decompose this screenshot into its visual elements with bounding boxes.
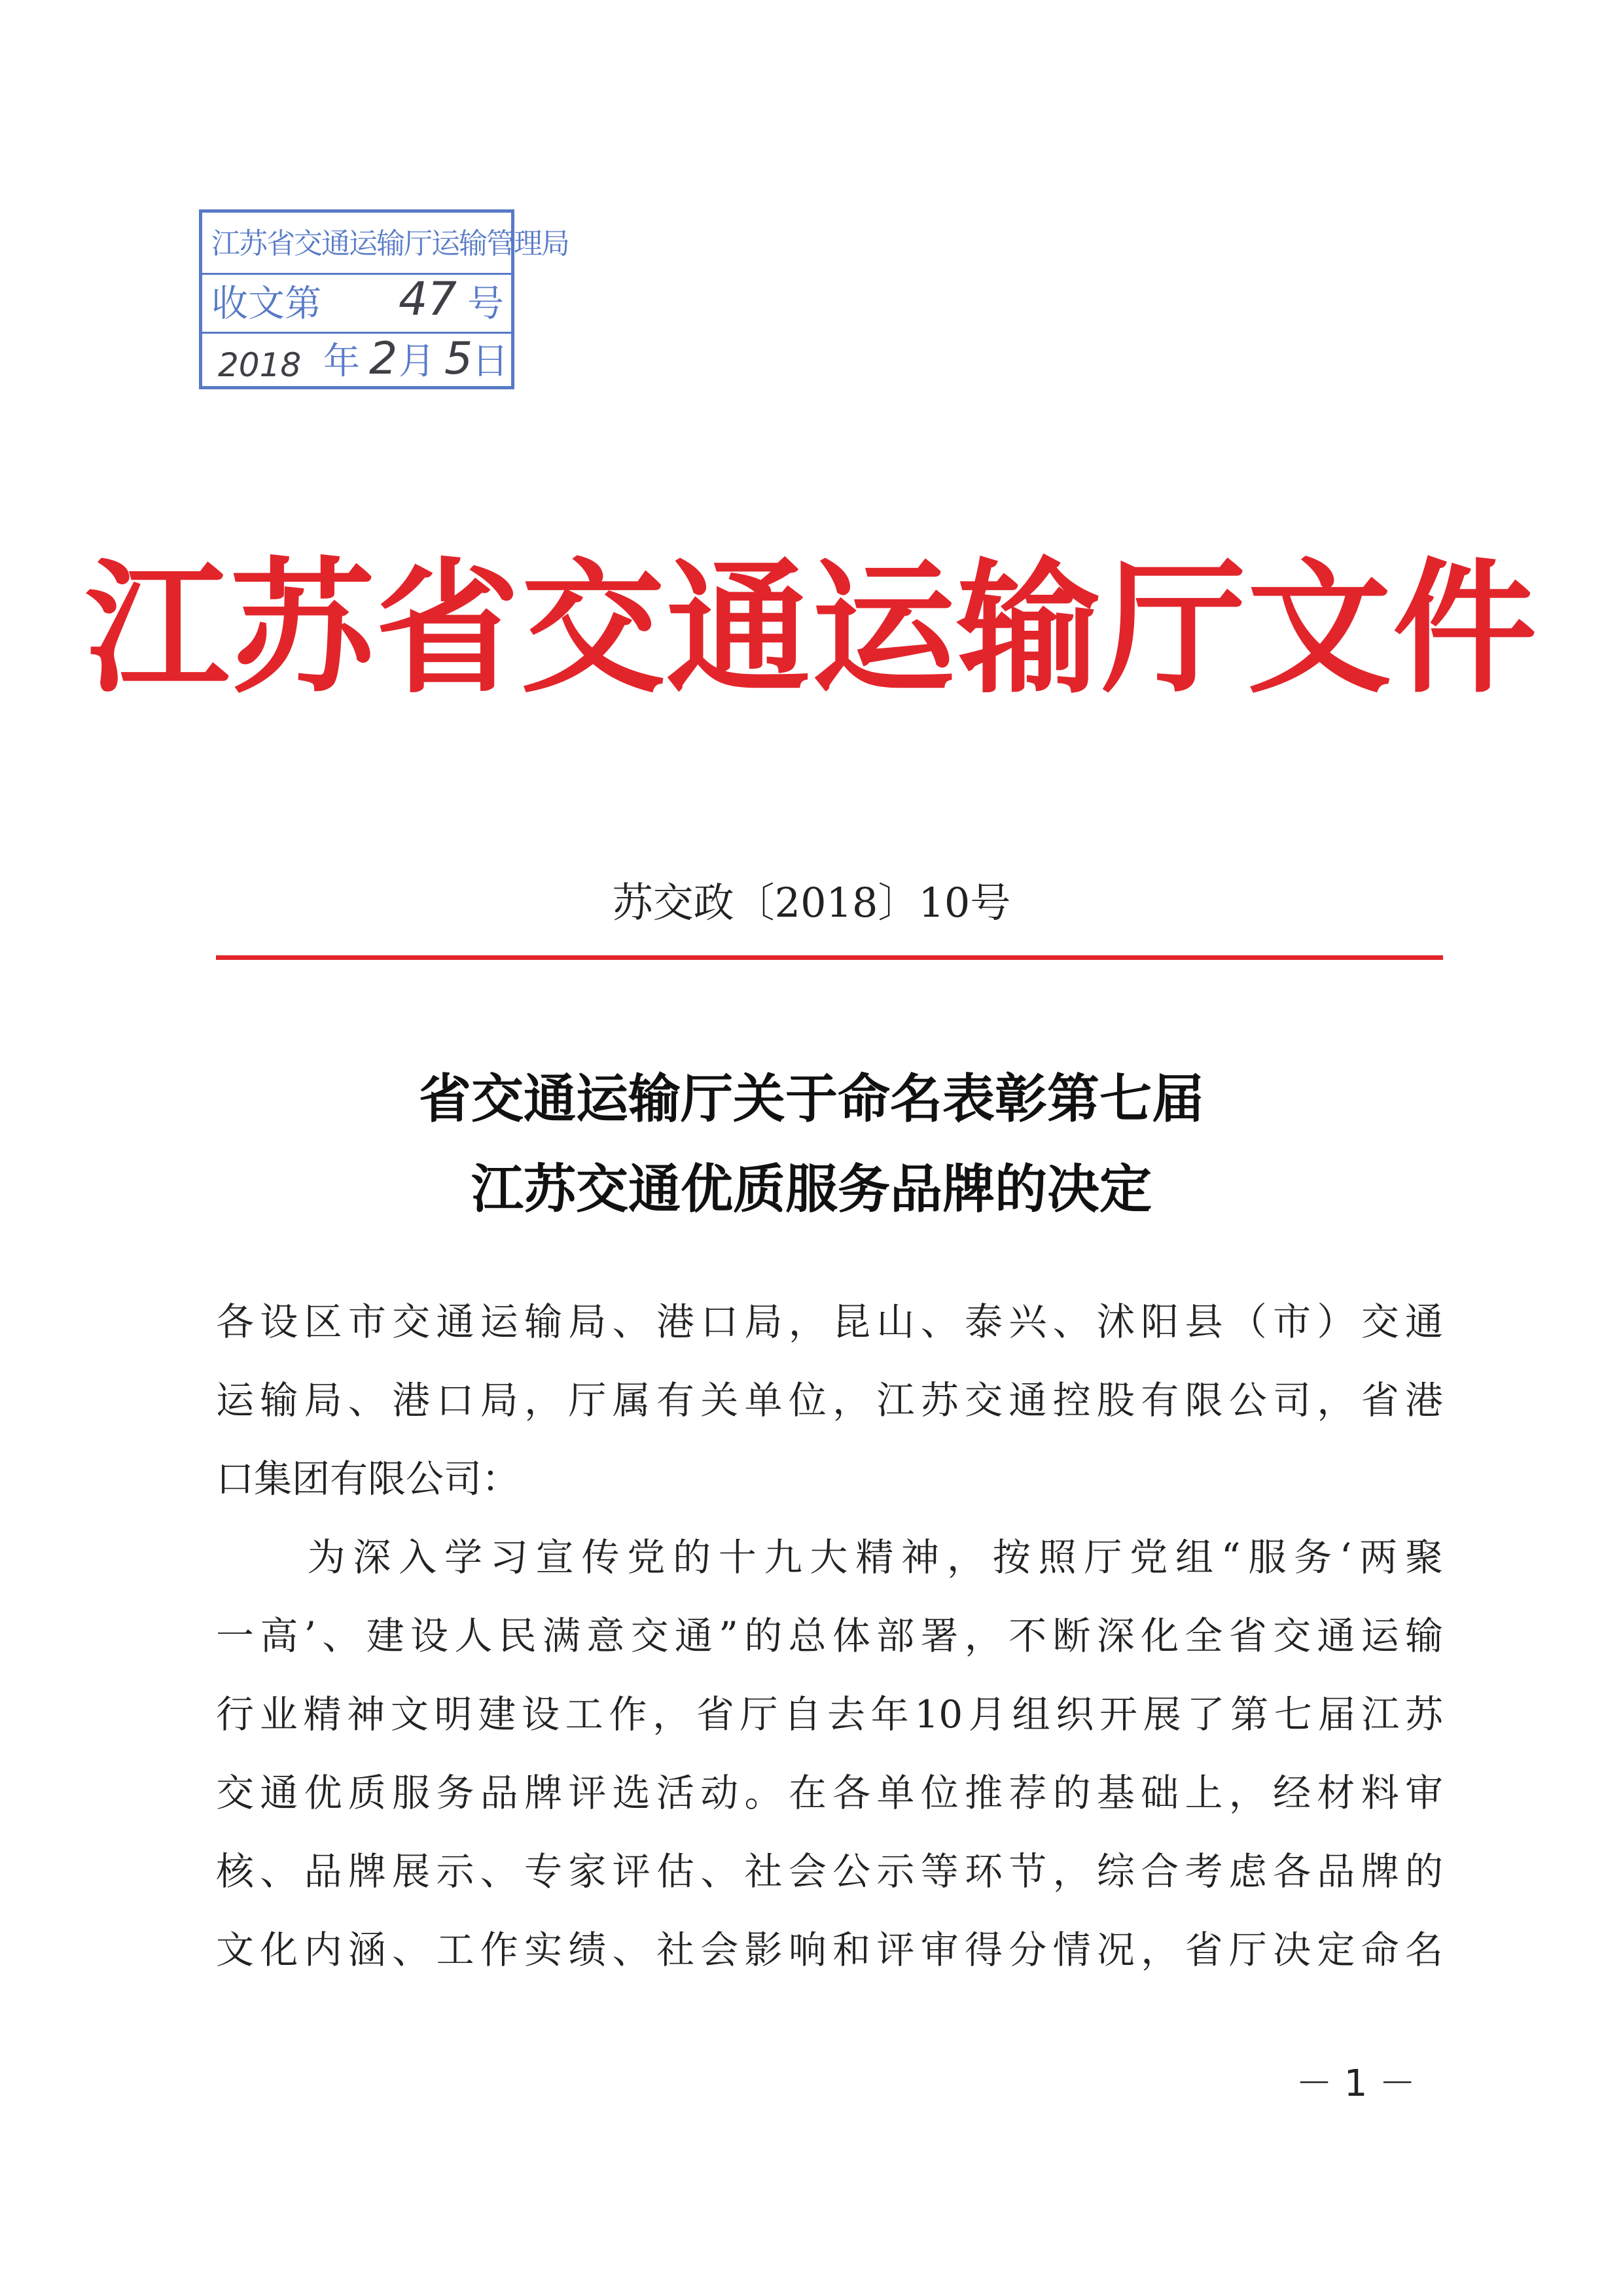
stamp-month: 2: [369, 333, 398, 385]
red-divider: [216, 955, 1443, 960]
document-number: 苏交政〔2018〕10号: [612, 879, 1011, 927]
receipt-stamp: [199, 209, 569, 389]
body-line: 交通优质服务品牌评选活动。在各单位推荐的基础上，经材料审: [216, 1771, 1443, 1815]
body-line: 为深入学习宣传党的十九大精神，按照厅党组“服务‘两聚: [216, 1535, 1443, 1580]
document-masthead: 江苏省交通运输厅文件: [84, 543, 1538, 713]
stamp-date-row: [202, 334, 511, 389]
stamp-receipt-row: [202, 272, 511, 334]
stamp-year: 2018: [218, 346, 302, 384]
title-line-2: 江苏交通优质服务品牌的决定: [471, 1158, 1152, 1220]
stamp-month-label: 月: [399, 340, 435, 383]
document-title: [0, 1053, 1623, 1234]
stamp-day: 5: [444, 333, 473, 385]
body-line: 核、品牌展示、专家评估、社会公示等环节，综合考虑各品牌的: [216, 1849, 1443, 1894]
stamp-year-label: 年: [323, 340, 360, 383]
title-line-1: 省交通运输厅关于命名表彰第七届: [419, 1068, 1204, 1129]
body-line: 各设区市交通运输局、港口局，昆山、泰兴、沭阳县（市）交通: [216, 1299, 1443, 1344]
body-line: 文化内涵、工作实绩、社会影响和评审得分情况，省厅决定命名: [216, 1928, 1443, 1972]
body-line: 行业精神文明建设工作，省厅自去年10月组织开展了第七届江苏: [216, 1692, 1443, 1737]
body-line: 一高’、建设人民满意交通”的总体部署，不断深化全省交通运输: [216, 1614, 1443, 1658]
stamp-day-label: 日: [472, 340, 508, 383]
body-line: 口集团有限公司：: [216, 1457, 520, 1501]
body-line: 运输局、港口局，厅属有关单位，江苏交通控股有限公司，省港: [216, 1378, 1443, 1422]
page-number: － 1 －: [1296, 2062, 1416, 2105]
stamp-org: 江苏省交通运输厅运输管理局: [202, 213, 511, 275]
stamp-receipt-number: 47: [399, 272, 457, 326]
stamp-number-suffix: 号: [467, 283, 504, 325]
document-body: [216, 1282, 1443, 1989]
stamp-receipt-label: 收文第: [211, 283, 321, 325]
